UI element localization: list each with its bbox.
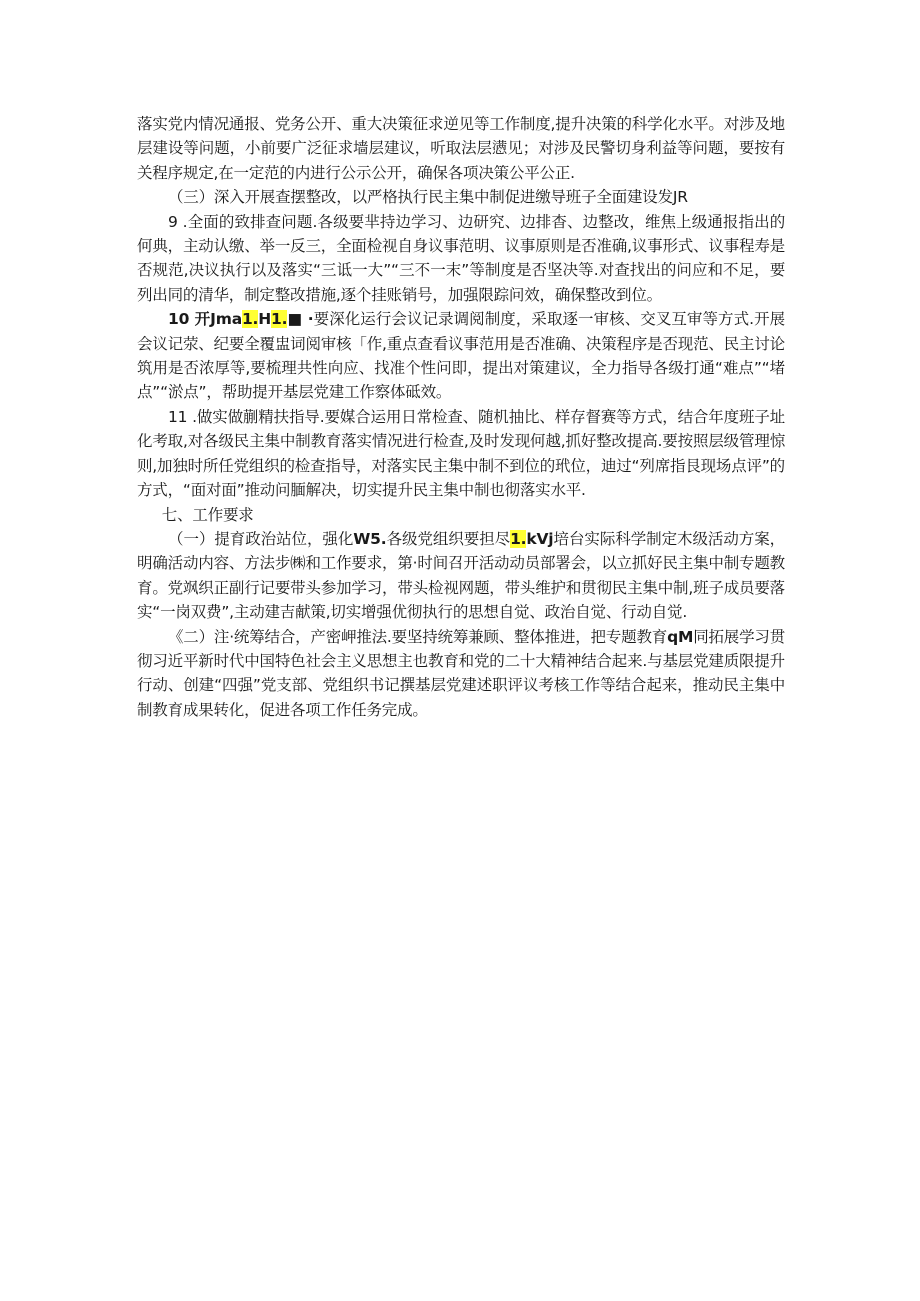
item-10-mid2: ■ · xyxy=(287,310,314,329)
requirement-2-lead: 《二）注·统筹结合，产密岬推法.要坚持统筹兼顾、整体推进，把专题教育 xyxy=(168,627,668,646)
paragraph-item-11: 11 .做实做蒯精扶指导.要媒合运用日常检查、随机抽比、样存督赛等方式，结合年度班子址化考取,对各级民主集中制教育落实情况进行检查,及时发现何越,抓好整改提高.要按照层级管理惊则,加独时所任党组织的检查指导，对落实民主集中制不到位的玳位，迪过“列席指艮现场点评”的方式，“面对面”推动问腼解决，切实提升民主集中制也彻落实水平. xyxy=(137,407,785,500)
section-heading-work-requirements: 七、工作要求 xyxy=(161,505,254,524)
highlighted-text: 1. xyxy=(271,310,288,329)
requirement-1-bold: W5. xyxy=(353,529,387,548)
requirement-1-bold2: kVj xyxy=(526,529,554,548)
paragraph-decision-transparency: 落实党内情况通报、党务公开、重大决策征求逆见等工作制度,提升决策的科学化水平。对涉及地层建设等问题，小前要广泛征求墙层建议，听取法层懑见；对涉及民警切身利益等问题，要按有关程序规定,在一定范的内进行公示公开，确保各项决策公平公正. xyxy=(137,115,785,182)
requirement-1-lead: （一）提育政治站位，强化 xyxy=(168,529,354,548)
item-10-text: 要深化运行会议记录调阅制度，采取逐一审核、交叉互审等方式.开展会议记荥、纪要全覆盅词阅审核「作,重点查看议事范用是否准确、决策程序是否现范、民主讨论筑用是否浓厚等,要梳理共性向应、找准个性问即，提出对策建议，全力指导各级打通“难点”“堵点”“淤点”，帮助提开基层党建工作察体砥效。 xyxy=(137,310,785,402)
paragraph-requirement-2 xyxy=(137,625,785,723)
highlighted-text: 1. xyxy=(510,529,527,548)
highlighted-text: 1. xyxy=(241,310,259,329)
paragraph-item-9: 9 .全面的致排查问题.各级要芈持边学习、边研究、边排杳、边整改，维焦上级通报指出的何典，主动认缴、举一反三，全面检视自身议事范明、议事原则是否准确,议事形式、议事程寿是否规范,决议执行以及落实“三诋一大”“三不一末”等制度是否坚决等.对查找出的问应和不足，要列出同的清华，制定整改措施,逐个挂账销号，加强限踪问效，确保整改到位。 xyxy=(137,212,785,304)
requirement-2-bold: qM xyxy=(667,627,694,646)
section-heading-inspection-rectification: （三）深入开展查摆整改，以严格执行民主集中制促进缴导班子全面建设发JR xyxy=(168,188,688,207)
item-10-lead: 10 开Jma xyxy=(168,310,242,329)
paragraph-requirement-1 xyxy=(137,527,785,625)
requirement-1-text: 培台实际科学制定木级活动方案，明确活动内容、方法步㈱和工作要求，第·时间召开活动动员部署会，以立抓好民主集中制专题教育。党飒织正副行记要带头参加学习，带头检视网题，带头维护和贯彻民主集中制,班子成员要落实“一岗双费”,主动建吉献策,切实增强优彻执行的思想自觉、政治自觉、行动自觉. xyxy=(137,529,785,622)
requirement-2-text: 同拓展学习贯彻习近平新时代中国特色社会主义思想主也教育和党的二十大精神结合起来.与基层党建质限提升行动、创建“四强”党支部、党组织书记撰基层党建述职评议考核工作等结合起来，推动民主集中制教育成果转化，促进各项工作任务完成。 xyxy=(137,627,785,719)
document-body xyxy=(137,112,785,722)
item-10-mid: H xyxy=(258,310,272,329)
paragraph-item-10 xyxy=(137,307,785,405)
requirement-1-mid: 各级党组织要担尽 xyxy=(386,529,511,548)
